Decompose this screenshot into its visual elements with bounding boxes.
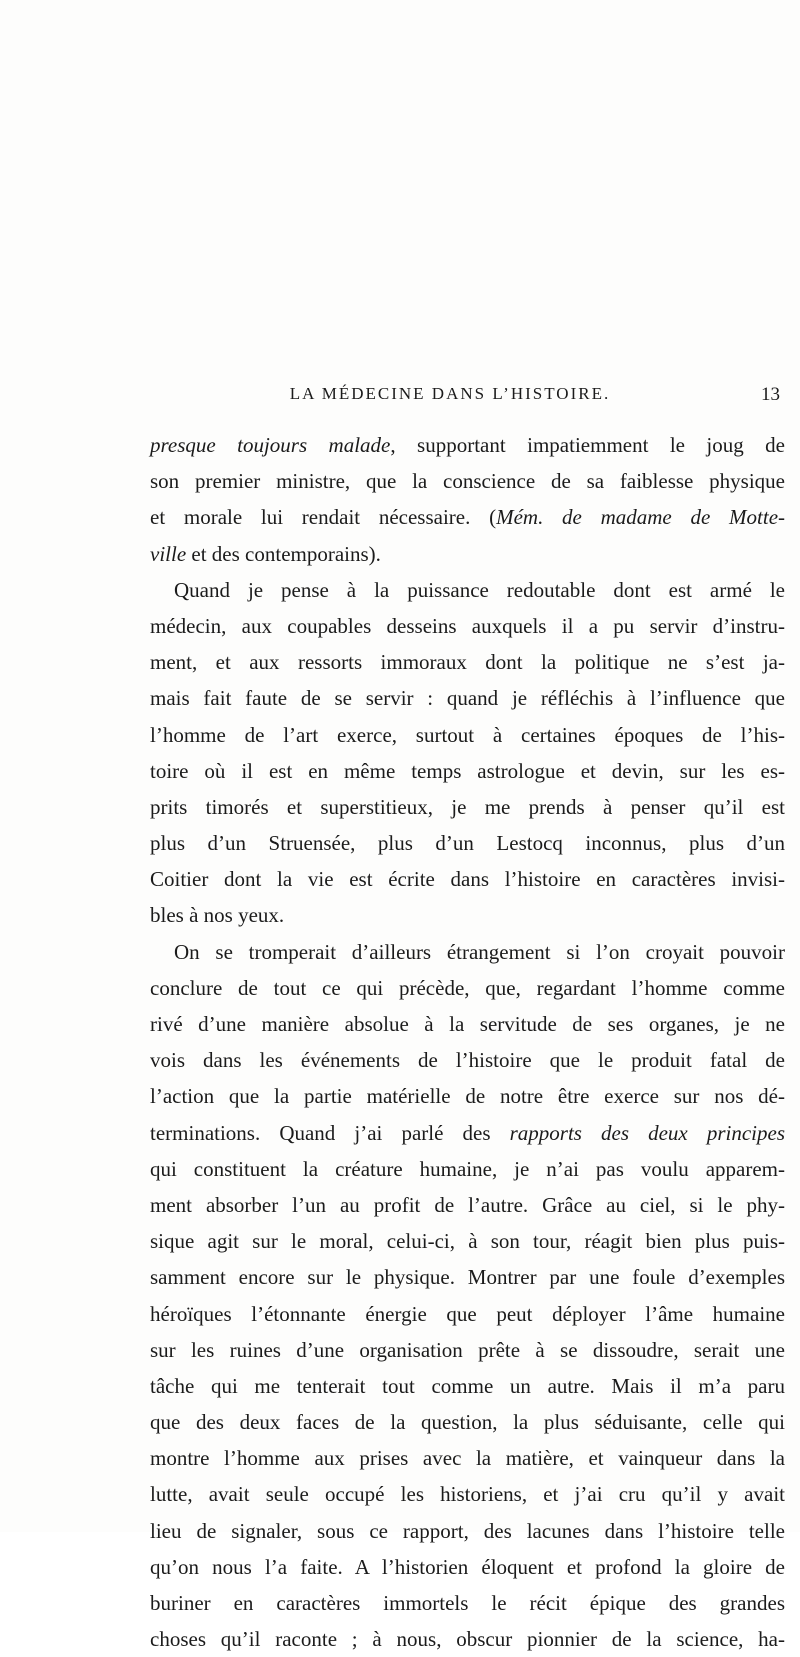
text-run: Coitier dont la vie est écrite dans l’histoire en caractères invisi- [150,867,785,892]
italic-text-run: ville [150,541,187,566]
text-line [150,427,785,463]
text-run: héroïques l’étonnante énergie que peut déployer l’âme humaine [150,1301,785,1326]
text-line [150,1078,785,1114]
text-run: , supportant impatiemment le joug de [390,433,785,457]
text-run: que des deux faces de la question, la plus séduisante, celle qui [150,1410,785,1435]
running-head [150,384,792,414]
text-line [150,897,785,933]
text-line [150,1006,785,1042]
text-line [150,1223,785,1259]
text-run: ment, et aux ressorts immoraux dont la politique ne s’est ja- [150,650,785,675]
text-line [150,1042,785,1078]
text-run: sur les ruines d’une organisation prête à se dissoudre, serait une [150,1337,785,1362]
text-line [150,789,785,825]
text-run: sique agit sur le moral, celui-ci, à son tour, réagit bien plus puis- [150,1229,785,1254]
text-run: qu’on nous l’a faite. A l’historien éloquent et profond la gloire de [150,1554,785,1579]
text-run: samment encore sur le physique. Montrer par une foule d’exemples [150,1265,785,1290]
text-line [150,536,785,572]
text-line [150,1151,785,1187]
text-run: qui constituent la créature humaine, je n’ai pas voulu apparem- [150,1156,785,1181]
text-run: lieu de signaler, sous ce rapport, des lacunes dans l’histoire telle [150,1518,785,1543]
text-line [150,1404,785,1440]
text-line [150,1549,785,1585]
page-number: 13 [761,384,780,405]
text-line [150,861,785,897]
text-run: conclure de tout ce qui précède, que, regardant l’homme comme [150,975,785,1000]
text-run: mais fait faute de se servir : quand je réfléchis à l’influence que [150,686,785,711]
text-run: ment absorber l’un au profit de l’autre. Grâce au ciel, si le phy- [150,1192,785,1217]
text-line [150,1187,785,1223]
italic-text-run: presque toujours malade [150,433,391,457]
text-run: buriner en caractères immortels le récit épique des grandes [150,1591,785,1615]
text-line [150,608,785,644]
text-line [150,1621,785,1657]
text-run: tâche qui me tenterait tout comme un autre. Mais il m’a paru [150,1373,785,1398]
italic-text-run: rapports des deux principes [509,1120,785,1145]
text-run: l’action que la partie matérielle de notre être exerce sur nos dé- [150,1084,785,1109]
running-title: LA MÉDECINE DANS L’HISTOIRE. [289,384,611,403]
text-line [150,717,785,753]
text-line [150,1476,785,1512]
text-run: terminations. Quand j’ai parlé des [150,1120,510,1145]
text-run: bles à nos yeux. [150,903,285,928]
text-line [150,753,785,789]
text-line [150,1440,785,1476]
text-run: médecin, aux coupables desseins auxquels il a pu servir d’instru- [150,613,785,638]
text-line [150,572,785,608]
text-line [150,1296,785,1332]
text-line [150,1115,785,1151]
text-run: rivé d’une manière absolue à la servitude de ses organes, je ne [150,1012,785,1036]
text-run: choses qu’il raconte ; à nous, obscur pionnier de la science, ha- [150,1627,785,1652]
text-line [150,499,785,535]
text-line [150,1368,785,1404]
text-line [150,463,785,499]
text-run: On se tromperait d’ailleurs étrangement si l’on croyait pouvoir [174,939,785,964]
text-run: montre l’homme aux prises avec la matière, et vainqueur dans la [150,1446,785,1471]
text-line [150,934,785,970]
text-line [150,680,785,716]
text-run: lutte, avait seule occupé les historiens, et j’ai cru qu’il y avait [150,1482,785,1507]
text-line [150,644,785,680]
text-line [150,1332,785,1368]
text-run: et des contemporains). [186,541,381,566]
text-run: toire où il est en même temps astrologue et devin, sur les es- [150,758,785,783]
italic-text-run: Mém. de madame de Motte- [496,505,786,530]
text-line [150,825,785,861]
body-text [150,427,785,1657]
text-run: et morale lui rendait nécessaire. ( [150,505,497,530]
text-run: son premier ministre, que la conscience de sa faiblesse physique [150,469,785,494]
text-run: vois dans les événements de l’histoire que le produit fatal de [150,1048,785,1073]
text-line [150,1259,785,1295]
text-run: plus d’un Struensée, plus d’un Lestocq inconnus, plus d’un [150,831,785,856]
text-line [150,1585,785,1621]
text-run: prits timorés et superstitieux, je me prends à penser qu’il est [150,794,785,819]
text-line [150,970,785,1006]
text-run: Quand je pense à la puissance redoutable dont est armé le [174,577,785,602]
text-run: l’homme de l’art exerce, surtout à certaines époques de l’his- [150,722,785,747]
text-line [150,1513,785,1549]
